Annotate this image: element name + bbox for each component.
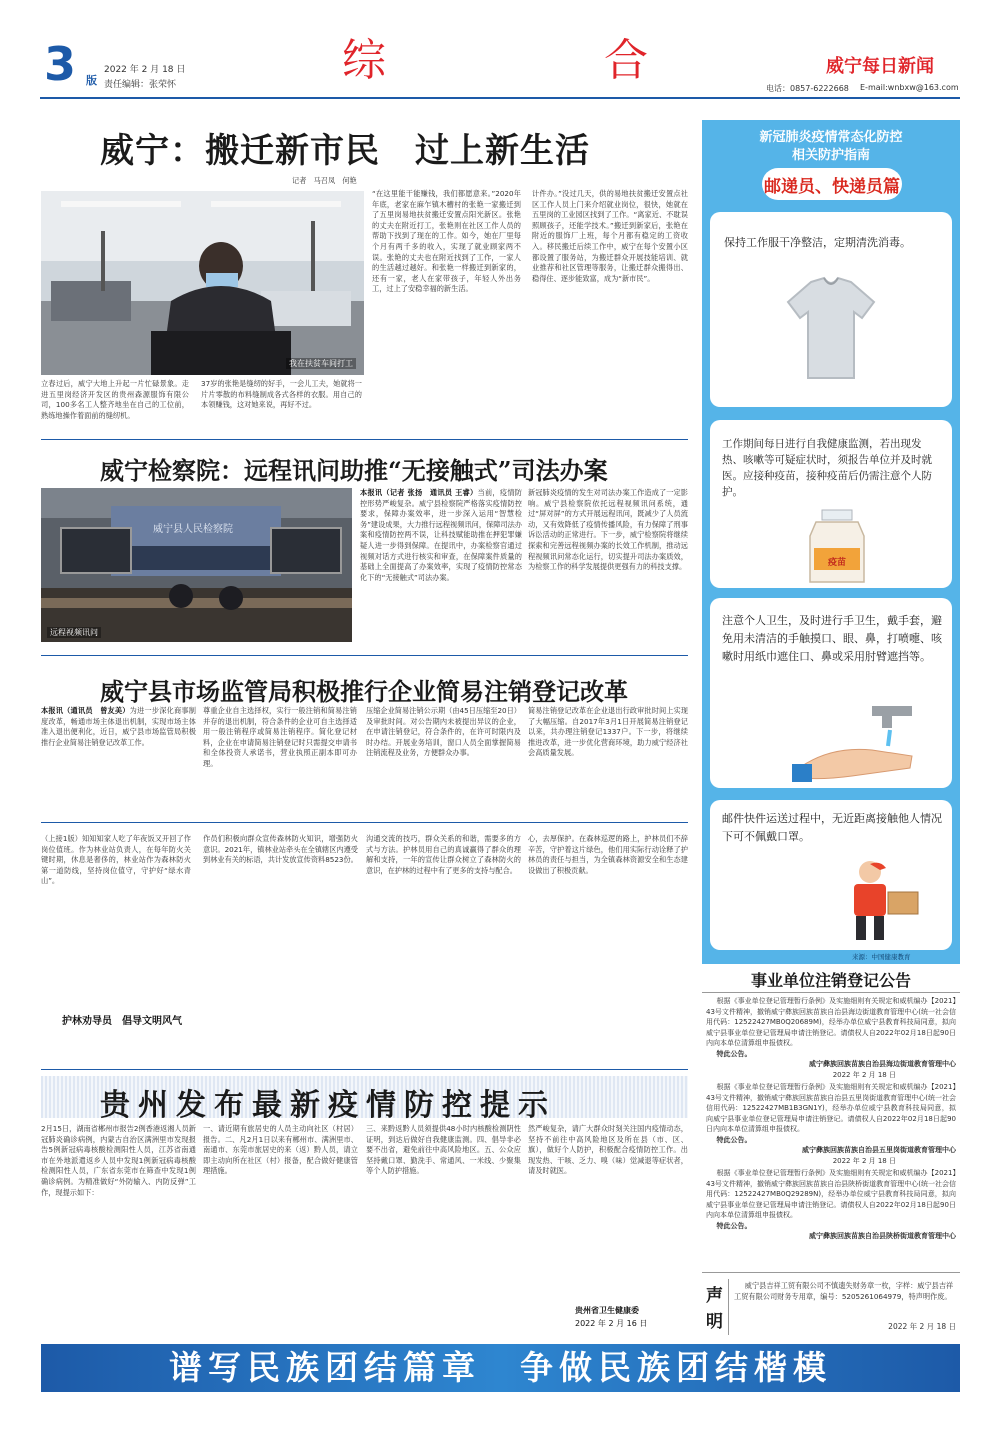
statement-label-2: 明 (706, 1312, 723, 1332)
article5-col3: 三、来黔返黔人员须提供48小时内核酸检测阴性证明，到达后做好自我健康监测。四、倡导非必要不出省，避免前往中高风险地区。五、公众应坚持戴口罩、勤洗手、常通风、一米线、少聚集等个人防护措施。 (366, 1124, 521, 1176)
notice-item-1 (706, 996, 956, 1081)
article3-col1-lead: 本报讯（通讯员 曾友美） (41, 706, 130, 715)
notice-item-3 (706, 1168, 956, 1242)
notice-item-3-org: 威宁彝族回族苗族自治县陕桥街道教育管理中心 (809, 1232, 956, 1240)
issue-date: 2022 年 2 月 18 日 (104, 65, 186, 75)
article4-col3: 沟通交流的技巧，群众关系的和谐，需要多的方式与方法。护林员用自己的真诚赢得了群众的理解和支持，一年的宣传让群众树立了森林防火的意识，在护林的过程中有了更多的支持与配合。 (366, 834, 521, 875)
notice-item-2-date: 2022 年 2 月 18 日 (832, 1157, 896, 1165)
guide-card-1 (710, 212, 952, 407)
divider (41, 822, 688, 823)
article4-subhead: 护林劝导员 倡导文明风气 (62, 1016, 182, 1027)
guide-card-4 (710, 800, 952, 950)
article4-col2: 作员们积极向群众宣传森林防火知识，增强防火意识。2021年，镇林业站牵头在全镇辖区内遵受到林业有关的标语，共计发放宣传资料8523份。 (203, 834, 358, 865)
article2-photo-caption: 远程视频讯问 (47, 627, 101, 638)
article1-col2: 37岁的张艳是缝纫的好手，一会儿工夫，她就将一片片零散的布料缝制成各式各样的衣服。用自己的本领赚钱，这对她来说，再好不过。 (201, 379, 362, 410)
divider (41, 655, 688, 656)
article5-col1: 2月15日，湖南省郴州市报告2例香港返湘人员新冠肺炎确诊病例，内蒙古自治区满洲里市发现报告5例新冠病毒核酸检测阳性人员，江苏省南通市在外地派遣返乡人员中发现1例新冠病毒核酸检测阳性人员，广东省东莞市在筛查中发现1例确诊病例。为精准做好“外防输入、内防反弹”工作，现提示如下： (41, 1124, 196, 1197)
article2-photo (41, 488, 352, 642)
article2-col1 (360, 488, 522, 646)
article2-col1-lead: 本报讯（记者 张扬 通讯员 王睿） (360, 488, 478, 497)
guide-title-line2: 相关防护指南 (791, 148, 870, 163)
notice-item-2 (706, 1082, 956, 1167)
notice-item-1-org: 威宁彝族回族苗族自治县海边街道教育管理中心 (809, 1060, 956, 1068)
notice-rule (702, 992, 960, 993)
guide-title-line1: 新冠肺炎疫情常态化防控 (759, 130, 903, 145)
article2-col2: 新冠肺炎疫情的发生对司法办案工作造成了一定影响。威宁县检察院依托远程视频讯问系统，通过“屏对屏”的方式开展远程讯问，既减少了人员流动，又有效降低了疫情传播风险，有力保障了刑事诉讼活动的正常进行。下一步，威宁检察院将继续探索和完善远程视频办案的长效工作机制，推动远程视频讯问常态化运行，切实提升司法办案质效，为检察工作的科学发展提供更强有力的科技支撑。 (528, 488, 688, 572)
notice-item-2-body: 根据《事业单位登记管理暂行条例》及实施细则有关规定和威机编办【2021】43号文件精神，撤销威宁彝族回族苗族自治县五里岗街道教育管理中心(统一社会信用代码：12522427MB1B3GN1Y)，经举办单位威宁县教育科技局同意，拟向威宁县事业单位登记管理局申请注销登记。请债权人自2022年02月18日起90日内向本单位清算组申报债权。 (706, 1083, 956, 1133)
notice-item-1-date: 2022 年 2 月 18 日 (832, 1071, 896, 1079)
article1-photo-caption: 我在扶贫车间打工 (286, 358, 356, 369)
notice-title: 事业单位注销登记公告 (750, 971, 911, 990)
video-conference-image (41, 488, 352, 642)
article5-col2: 一、请近期有旅居史的人员主动向社区（村居）报告。二、凡2月1日以来有郴州市、满洲里市、南通市、东莞市旅居史的来（返）黔人员，请立即主动向所在社区（村）报备，配合做好健康管理措施。 (203, 1124, 358, 1176)
guide-card-2 (710, 420, 952, 588)
article3-col1-body: 为进一步深化商事制度改革，畅通市场主体退出机制，实现市场主体准入退出便利化，近日，威宁县市场监管局积极推行企业简易注销登记改革工作。 (41, 706, 196, 747)
statement-box (702, 1272, 960, 1339)
notice-item-3-body: 根据《事业单位登记管理暂行条例》及实施细则有关规定和威机编办【2021】43号文件精神，撤销威宁彝族回族苗族自治县陕桥街道教育管理中心(统一社会信用代码：12522427MB0Q29289N)，经举办单位威宁县教育科技局同意，拟向威宁县事业单位登记管理局申请注销登记。请债权人自2022年02月18日起90日内向本单位清算组申报债权。 (706, 1169, 956, 1219)
guide-tip-4: 邮件快件运送过程中，无近距离接触他人情况下可不佩戴口罩。 (722, 812, 942, 843)
article5-headline: 贵州发布最新疫情防控提示 (100, 1088, 556, 1123)
notice-section (702, 966, 960, 1268)
guide-credit: 来源：中国健康教育 (852, 953, 911, 961)
vaccine-label: 疫苗 (827, 558, 846, 568)
article1-headline: 威宁：搬迁新市民 过上新生活 (100, 131, 590, 171)
statement-body: 威宁县吉祥工贸有限公司不慎遗失财务章一枚，字样：威宁县吉祥工贸有限公司财务专用章，编号：5205261064979，特声明作废。 (734, 1281, 954, 1301)
statement-label-1: 声 (706, 1286, 723, 1306)
article1-byline: 记者 马召凤 何艳 (292, 176, 357, 185)
article4-col1: （上接1版）知知知家人吃了年夜饭又开回了作岗位值班。作为林业站负责人，在每年防火关键时期，休息是奢侈的，林业站作为森林防火第一道防线，坚持岗位值守，守护好“绿水青山”。 (41, 834, 191, 886)
guide-card-3 (710, 598, 952, 788)
uniform-icon (786, 274, 876, 384)
notice-item-3-sig: 特此公告。 (716, 1221, 752, 1230)
guide-tip-1: 保持工作服干净整洁，定期清洗消毒。 (724, 236, 911, 249)
article5-col4: 然严峻复杂，请广大群众时刻关注国内疫情动态，坚持不前往中高风险地区及所在县（市、区、旗），做好个人防护，积极配合疫情防控工作。出现发热、干咳、乏力、嗅（味）觉减退等症状者，请及时就医。 (528, 1124, 688, 1176)
notice-item-2-sig: 特此公告。 (716, 1135, 752, 1144)
handwashing-icon (792, 706, 942, 786)
article3-col4: 简易注销登记改革在企业退出行政审批时间上实现了大幅压缩。自2017年3月1日开展简易注销登记以来，共办理注销登记1337户。下一步，将继续推进改革，进一步优化营商环境，助力威宁经济社会高质量发展。 (528, 706, 688, 758)
article3-headline: 威宁县市场监管局积极推行企业简易注销登记改革 (100, 677, 628, 706)
vaccine-bottle-icon (802, 508, 872, 586)
page-number: 3 (44, 37, 77, 91)
footer-slogan: 谱写民族团结篇章 争做民族团结楷模 (169, 1348, 832, 1387)
masthead (0, 0, 1000, 105)
section-title-right: 合 (604, 35, 648, 86)
article3-col2: 尊重企业自主选择权，实行一般注销和简易注销并存的退出机制，符合条件的企业可自主选择适用一般注销程序或简易注销程序。简化登记材料，企业在申请简易注销登记时只需提交申请书和全体投资人承诺书，营业执照正副本即可办理。 (203, 706, 357, 768)
guide-tip-3: 注意个人卫生，及时进行手卫生，戴手套，避免用未清洁的手触摸口、眼、鼻，打喷嚏、咳嗽时用纸巾遮住口、鼻或采用肘臂遮挡等。 (722, 614, 942, 663)
divider (41, 1069, 688, 1070)
notice-item-2-org: 威宁彝族回族苗族自治县五里岗街道教育管理中心 (802, 1146, 956, 1154)
article2-col1-body: 当前，疫情防控形势严峻复杂。威宁县检察院严格落实疫情防控要求，保障办案效率，进一步深入运用“智慧检务”建设成果，大力推行远程视频讯问，保障司法办案和疫情防控两不误，让科技赋能助推在押犯罪嫌疑人进一步得到保障。在提讯中，办案检察官通过视频对话方式进行核实和审查，在保障案件质量的基础上全面提高了办案效率，实现了疫情防控常态化下的“无接触式”司法办案。 (360, 488, 522, 582)
statement-date: 2022 年 2 月 18 日 (888, 1322, 956, 1331)
article1-photo (41, 191, 364, 375)
article3-col1 (41, 706, 196, 813)
paper-name: 威宁每日新闻 (826, 56, 934, 77)
article3-col3: 压缩企业简易注销公示期（由45日压缩至20日）及审批时间。对公告期内未被提出异议的企业，在申请注销登记，符合条件的，在许可时限内及时办结。开展业务培训，窗口人员全面掌握简易注销流程及业务，方便群众办事。 (366, 706, 521, 758)
article5-sign-org: 贵州省卫生健康委 (575, 1306, 639, 1315)
article1-col3: “在这里能干能赚钱，我们都愿意来。”2020年年底，老家在麻乍镇木槽村的张艳一家搬迁到了五里岗易地扶贫搬迁安置点阳光新区。张艳的丈夫在附近打工，张艳则在社区工作人员的帮助下找到了现在的工作。如今，她在厂里每个月有两千多的收入，实现了就业顾家两不误。张艳的丈夫也在附近找到了工作，一家人的生活越过越好。和张艳一样搬迁到新家的，还有一家，老人在家带孩子，年轻人外出务工，过上了安稳幸福的新生活。 (372, 189, 521, 294)
footer-banner (41, 1344, 960, 1392)
sewing-workshop-image (41, 191, 364, 375)
notice-item-1-body: 根据《事业单位登记管理暂行条例》及实施细则有关规定和威机编办【2021】43号文件精神，撤销威宁彝族回族苗族自治县海边街道教育管理中心(统一社会信用代码：12522427MB0Q20689M)，经举办单位威宁县教育科技局同意，拟向威宁县事业单位登记管理局申请注销登记。请债权人自2022年02月18日起90日内向本单位清算组申报债权。 (706, 997, 956, 1047)
page-suffix: 版 (86, 74, 97, 87)
notice-item-1-sig: 特此公告。 (716, 1049, 752, 1058)
divider (41, 439, 688, 440)
article2-screen-text: 威宁县人民检察院 (153, 524, 233, 535)
contact-email: E-mail:wnbxw@163.com (860, 83, 959, 92)
editor: 责任编辑：张荣怀 (104, 80, 177, 90)
article1-col1: 立春过后，威宁大地上升起一片忙碌景象。走进五里岗经济开发区的贵州森源服饰有限公司，100多名工人整齐地坐在自己的工位前，熟练地操作着面前的缝纫机。 (41, 379, 189, 420)
guide-tip-2: 工作期间每日进行自我健康监测，若出现发热、咳嗽等可疑症状时，须报告单位并及时就医。应接种疫苗，接种疫苗后仍需注意个人防护。 (722, 438, 932, 498)
guide-panel (702, 120, 960, 964)
contact-phone: 电话：0857-6222668 (766, 84, 849, 93)
guide-banner-text: 邮递员、快递员篇 (764, 177, 900, 197)
masthead-rule (40, 97, 960, 99)
article2-headline: 威宁检察院：远程讯问助推“无接触式”司法办案 (100, 456, 608, 485)
courier-icon (810, 858, 930, 944)
article1-col4: 计件办。”没过几天，供的易地扶贫搬迁安置点社区工作人员上门来介绍就业岗位，很快，她就在五里岗的工业园区找到了工作。“离家近、不耽误照顾孩子，还能学技术。”搬迁到新家后，张艳在附近的服饰厂上班，每个月都有稳定的工资收入。移民搬迁后续工作中，威宁在每个安置小区都设置了服务站，为搬迁群众开展技能培训、就业推荐和社区管理等服务，让搬迁群众搬得出、稳得住、逐步能致富，成为“新市民”。 (532, 189, 688, 283)
article4-col4: 心，去厚保护。在森林巡逻的路上，护林员们不辞辛苦，守护着这片绿色，他们用实际行动诠释了护林员的责任与担当，为全镇森林资源安全和生态建设做出了积极贡献。 (528, 834, 688, 875)
section-title-left: 综 (342, 35, 386, 86)
article5-sign-date: 2022 年 2 月 16 日 (575, 1319, 648, 1328)
